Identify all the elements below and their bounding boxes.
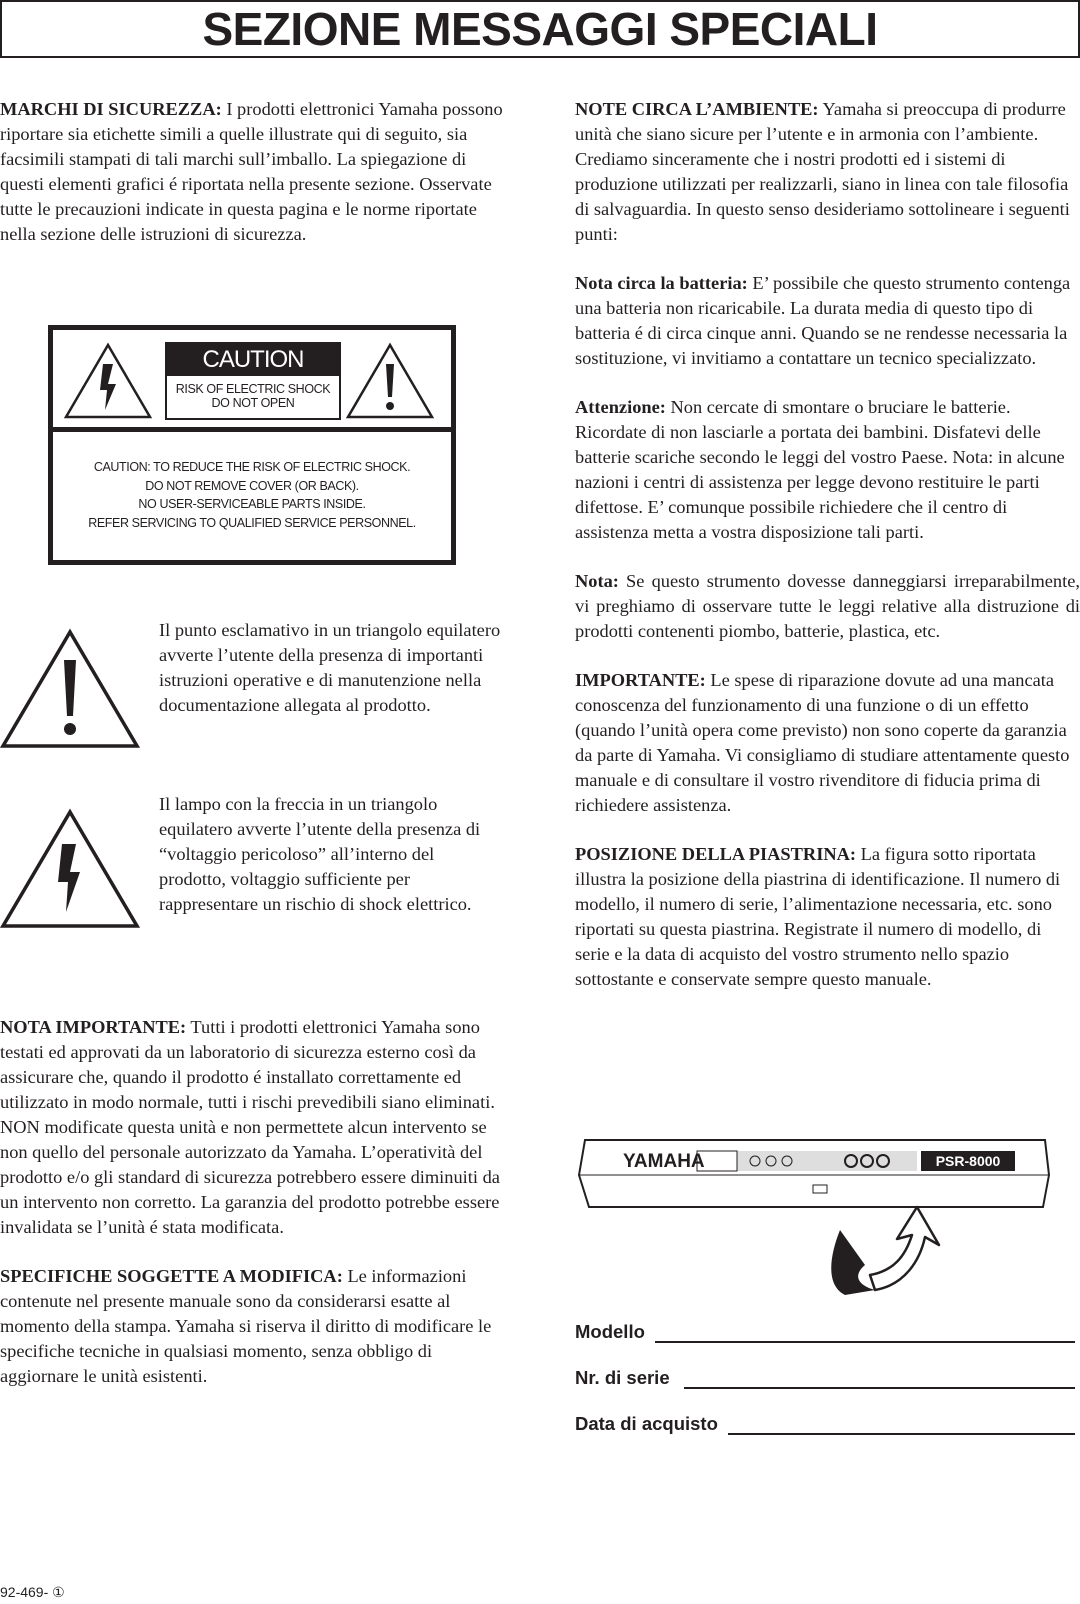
caution-body-line: CAUTION: TO REDUCE THE RISK OF ELECTRIC SHOCK. [93, 460, 411, 474]
serial-label: Nr. di serie [575, 1367, 670, 1388]
exclamation-text: Il punto esclamativo in un triangolo equilatero avverte l’utente della presenza di importanti istruzioni operative e di manutenzione nella documentazione allegata al prodotto. [159, 620, 501, 715]
nota-paragraph [575, 569, 1080, 644]
page-title: SEZIONE MESSAGGI SPECIALI [0, 0, 1080, 58]
attenzione-text: Non cercate di smontare o bruciare le batterie. Ricordate di non lasciarle a portata dei bambini. Disfatevi delle batterie scariche secondo le leggi del vostro Paese. Nota: in alcune nazioni i centri di assistenza per legge devono restituire le parti difettose. E’ comunque possibile richiedere che il centro di assistenza metta a vostra disposizione tali parti. [575, 397, 1065, 542]
exclamation-triangle-icon [0, 628, 140, 750]
exclamation-triangle-icon [345, 342, 435, 420]
rear-model-logo: PSR-8000 [935, 1153, 1001, 1169]
model-field[interactable] [575, 1320, 1075, 1343]
ambiente-heading: NOTE CIRCA L’AMBIENTE: [575, 99, 819, 119]
nota-text: Se questo strumento dovesse danneggiarsi irreparabilmente, vi preghiamo di osservare tutte le leggi relative alla distruzione di prodotti contenenti piombo, batterie, plastica, etc. [575, 571, 1080, 641]
registration-fields [575, 1320, 1075, 1458]
caution-label [48, 325, 456, 565]
posizione-heading: POSIZIONE DELLA PIASTRINA: [575, 844, 857, 864]
purchase-date-field[interactable] [575, 1412, 1075, 1435]
location-arrow-icon [870, 1207, 939, 1290]
ambiente-text: Yamaha si preoccupa di produrre unità che siano sicure per l’utente e in armonia con l’ambiente. Crediamo sinceramente che i nostri prodotti ed i sistemi di produzione utilizzati per realizzarli, siano in linea con tale filosofia di salvaguardia. In questo senso desideriamo sottolineare i seguenti punti: [575, 99, 1070, 244]
marchi-paragraph [0, 97, 505, 247]
attenzione-paragraph [575, 395, 1080, 545]
caution-body-line: DO NOT REMOVE COVER (OR BACK). [145, 478, 359, 493]
nota-heading: Nota: [575, 571, 619, 591]
importante-paragraph [575, 668, 1080, 818]
importante-text: Le spese di riparazione dovute ad una mancata conoscenza del funzionamento di una funzione o di un effetto (quando l’unità opera come previsto) non sono coperte da garanzia da parte di Yamaha. Vi consigliamo di studiare attentamente questo manuale e di consultare il vostro rivenditore di fiducia prima di richiedere assistenza. [575, 670, 1070, 815]
left-column-lower [0, 1015, 505, 1413]
specifiche-heading: SPECIFICHE SOGGETTE A MODIFICA: [0, 1266, 343, 1286]
caution-body-line: REFER SERVICING TO QUALIFIED SERVICE PERSONNEL. [88, 515, 416, 530]
lightning-triangle-icon [0, 808, 140, 930]
marchi-heading: MARCHI DI SICUREZZA: [0, 99, 222, 119]
ambiente-paragraph [575, 97, 1080, 247]
caution-header [165, 342, 341, 420]
left-column [0, 97, 505, 271]
caution-body-line: NO USER-SERVICEABLE PARTS INSIDE. [138, 497, 366, 511]
model-blank[interactable] [655, 1323, 1075, 1343]
caution-title: CAUTION [167, 344, 339, 376]
batteria-text: E’ possibile che questo strumento contenga una batteria non ricaricabile. La durata media di questo tipo di batteria é di circa cinque anni. Quando se ne rendesse necessaria la sostituzione, vi invitiamo a contattare un tecnico specializzato. [575, 273, 1071, 368]
marchi-text: I prodotti elettronici Yamaha possono riportare sia etichette simili a quelle illustrate qui di seguito, sia facsimili stampati di tali marchi sull’imballo. La spiegazione di questi elementi grafici é riportata nella presente sezione. Osservate tutte le precauzioni indicate in questa pagina e le norme riportate nella sezione delle istruzioni di sicurezza. [0, 99, 503, 244]
posizione-paragraph [575, 842, 1080, 992]
caution-body [53, 458, 451, 532]
right-column [575, 97, 1080, 1016]
caution-sub-line: DO NOT OPEN [211, 396, 295, 410]
serial-field[interactable] [575, 1366, 1075, 1389]
posizione-text: La figura sotto riportata illustra la posizione della piastrina di identificazione. Il numero di modello, il numero di serie, l’alimentazione necessaria, etc. sono riportati su questa piastrina. Registrate il numero di modello, di serie e la data di acquisto del vostro strumento nello spazio sottostante e conservate sempre questo manuale. [575, 844, 1061, 989]
purchase-date-blank[interactable] [728, 1415, 1075, 1435]
rear-panel-illustration [575, 1135, 1055, 1315]
caution-sub-line: RISK OF ELECTRIC SHOCK [175, 382, 331, 396]
rear-brand-logo: YAMAHA [623, 1151, 705, 1172]
model-label: Modello [575, 1321, 645, 1342]
specifiche-paragraph [0, 1264, 505, 1389]
lightning-text: Il lampo con la freccia in un triangolo equilatero avverte l’utente della presenza di “voltaggio pericoloso” all’interno del prodotto, voltaggio sufficiente per rappresentare un rischio di shock elettrico. [159, 794, 481, 914]
serial-blank[interactable] [684, 1369, 1075, 1389]
lightning-triangle-icon [63, 342, 153, 420]
caution-subtitle [167, 376, 339, 410]
nota-importante-heading: NOTA IMPORTANTE: [0, 1017, 187, 1037]
caution-label-top [53, 330, 451, 432]
batteria-heading: Nota circa la batteria: [575, 273, 748, 293]
importante-heading: IMPORTANTE: [575, 670, 706, 690]
nota-importante-paragraph [0, 1015, 505, 1240]
page-footer-code: 92-469- ① [0, 1584, 65, 1600]
nota-importante-text: Tutti i prodotti elettronici Yamaha sono testati ed approvati da un laboratorio di sicurezza esterno così da assicurare che, quando il prodotto é installato correttamente ed utilizzato in modo normale, tutti i rischi prevedibili siano eliminati. NON modificate questa unità e non permettete alcun intervento se non quello del personale autorizzato da Yamaha. L’operatività del prodotto e/o gli standard di sicurezza potrebbero essere diminuiti da un intervento non corretto. La garanzia del prodotto potrebbe essere invalidata se l’unità é stata modificata. [0, 1017, 500, 1237]
specifiche-text: Le informazioni contenute nel presente manuale sono da considerarsi esatte al momento della stampa. Yamaha si riserva il diritto di modificare le specifiche tecniche in qualsiasi momento, senza obbligo di aggiornare le unità esistenti. [0, 1266, 492, 1386]
purchase-date-label: Data di acquisto [575, 1413, 718, 1434]
batteria-paragraph [575, 271, 1080, 371]
attenzione-heading: Attenzione: [575, 397, 666, 417]
